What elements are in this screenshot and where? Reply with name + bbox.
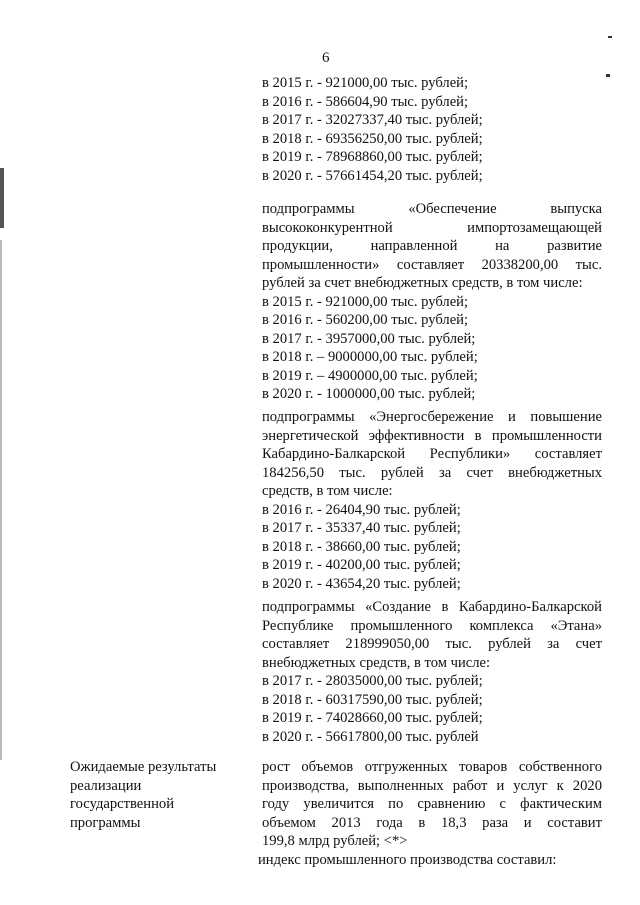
funding-block-1 (262, 74, 602, 185)
subprogram-text: средств, в том числе: (262, 483, 393, 499)
subprogram-text: Кабардино-Балкарской Республики» составляет (262, 446, 602, 462)
subprogram-text: подпрограммы «Энергосбережение и повышение (262, 409, 602, 425)
subprogram-text: составляет 218999050,00 тыс. рублей за счет (262, 636, 602, 652)
expected-results-text (258, 758, 602, 869)
funding-line: в 2019 г. - 74028660,00 тыс. рублей; (262, 710, 483, 726)
funding-line: в 2018 г. - 69356250,00 тыс. рублей; (262, 130, 483, 147)
funding-line: в 2017 г. - 3957000,00 тыс. рублей; (262, 330, 476, 347)
results-text: индекс промышленного производства составил: (258, 851, 557, 868)
scan-edge-lower (0, 240, 2, 760)
funding-line: в 2020 г. - 1000000,00 тыс. рублей; (262, 386, 476, 402)
label-line: Ожидаемые результаты (70, 759, 217, 775)
results-text: году увеличится по сравнению с фактическим (262, 796, 602, 812)
funding-line: в 2018 г. – 9000000,00 тыс. рублей; (262, 349, 478, 365)
subprogram-text: 184256,50 тыс. рублей за счет внебюджетных (262, 464, 602, 481)
funding-line: в 2016 г. - 560200,00 тыс. рублей; (262, 312, 469, 328)
label-line: программы (70, 814, 141, 831)
results-text: рост объемов отгруженных товаров собственного (262, 759, 602, 775)
funding-line: в 2017 г. - 32027337,40 тыс. рублей; (262, 112, 483, 128)
subprogram-text: внебюджетных средств, в том числе: (262, 654, 491, 671)
subprogram-text: продукции, направленной на развитие (262, 238, 602, 254)
scan-edge-upper (0, 168, 4, 228)
subprogram-import-substitution (262, 200, 602, 404)
subprogram-text: подпрограммы «Создание в Кабардино-Балкарской (262, 599, 602, 615)
results-text: производства, выполненных работ и услуг к 2020 (262, 777, 602, 794)
funding-line: в 2019 г. - 78968860,00 тыс. рублей; (262, 149, 483, 165)
subprogram-text: энергетической эффективности в промышленности (262, 427, 602, 444)
label-line: государственной (70, 796, 175, 812)
funding-line: в 2017 г. - 35337,40 тыс. рублей; (262, 520, 461, 536)
funding-line: в 2015 г. - 921000,00 тыс. рублей; (262, 293, 469, 310)
subprogram-etana-complex (262, 598, 602, 746)
funding-line: в 2016 г. - 26404,90 тыс. рублей; (262, 501, 461, 518)
subprogram-text: Республике промышленного комплекса «Этана» (262, 617, 602, 634)
results-text: 199,8 млрд рублей; <*> (262, 833, 408, 849)
funding-line: в 2020 г. - 56617800,00 тыс. рублей (262, 728, 479, 745)
page-number: 6 (322, 50, 330, 66)
subprogram-text: подпрограммы «Обеспечение выпуска (262, 201, 602, 217)
funding-line: в 2015 г. - 921000,00 тыс. рублей; (262, 75, 469, 91)
subprogram-text: высококонкурентной импортозамещающей (262, 219, 602, 236)
funding-line: в 2019 г. – 4900000,00 тыс. рублей; (262, 367, 478, 384)
funding-line: в 2016 г. - 586604,90 тыс. рублей; (262, 93, 469, 110)
funding-line: в 2019 г. - 40200,00 тыс. рублей; (262, 557, 461, 573)
results-text: объемом 2013 года в 18,3 раза и составит (262, 814, 602, 831)
label-line: реализации (70, 777, 142, 794)
subprogram-energy-saving (262, 408, 602, 593)
subprogram-text: промышленности» составляет 20338200,00 тыс. (262, 256, 602, 273)
funding-line: в 2018 г. - 60317590,00 тыс. рублей; (262, 691, 483, 708)
funding-line: в 2020 г. - 57661454,20 тыс. рублей; (262, 167, 483, 184)
funding-line: в 2018 г. - 38660,00 тыс. рублей; (262, 538, 461, 555)
funding-line: в 2020 г. - 43654,20 тыс. рублей; (262, 575, 461, 592)
scan-mark-mid (606, 74, 610, 77)
funding-line: в 2017 г. - 28035000,00 тыс. рублей; (262, 673, 483, 689)
scan-mark-top (608, 36, 612, 38)
expected-results-label (70, 758, 250, 832)
subprogram-text: рублей за счет внебюджетных средств, в том числе: (262, 275, 583, 291)
